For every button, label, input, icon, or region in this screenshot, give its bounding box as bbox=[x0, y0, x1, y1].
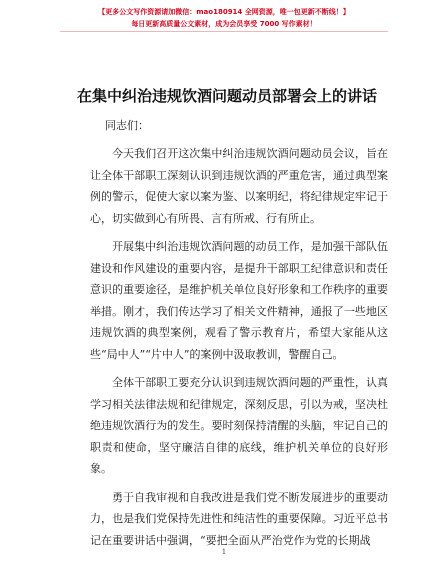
page-number: 1 bbox=[221, 548, 227, 556]
paragraph-4: 勇于自我审视和自我改进是我们党不断发展进步的重要动力，也是我们党保持先进性和纯洁性的重要保障。习近平总书记在重要讲话中强调，“要把全面从严治党作为党的长期战 bbox=[90, 490, 388, 547]
document-body bbox=[90, 115, 388, 558]
promo-banner-line-1: 【更多公文写作资源请加微信：mao180914 全网资源，唯一包更新不断线！】 bbox=[98, 8, 350, 16]
promo-banner bbox=[60, 6, 388, 32]
salutation: 同志们： bbox=[105, 119, 149, 132]
promo-banner-line-2: 每日更新高质量公文素材，成为会员享受 7000 写作素材！ bbox=[131, 20, 317, 28]
document-title: 在集中纠治违规饮酒问题动员部署会上的讲话 bbox=[76, 87, 377, 105]
paragraph-1: 今天我们召开这次集中纠治违规饮酒问题动员会议，旨在让全体干部职工深刻认识到违规饮酒的严重危害，通过典型案例的警示，促使大家以案为鉴、以案明纪，将纪律规定牢记于心，切实做到心有所畏、言有所戒、行有所止。 bbox=[90, 147, 388, 225]
paragraph-3: 全体干部职工要充分认识到违规饮酒问题的严重性，认真学习相关法律法规和纪律规定，深刻反思，引以为戒，坚决杜绝违规饮酒行为的发生。要时刻保持清醒的头脑，牢记自己的职责和使命，坚守廉洁自律的底线，维护机关单位的良好形象。 bbox=[90, 376, 388, 475]
paragraph-2: 开展集中纠治违规饮酒问题的动员工作，是加强干部队伍建设和作风建设的重要内容，是提升干部职工纪律意识和责任意识的重要途径，是维护机关单位良好形象和工作秩序的重要举措。刚才，我们传达学习了相关文件精神，通报了一些地区违规饮酒的典型案例，观看了警示教育片，希望大家能从这些“局中人”“片中人”的案例中汲取教训，警醒自己。 bbox=[90, 240, 388, 361]
